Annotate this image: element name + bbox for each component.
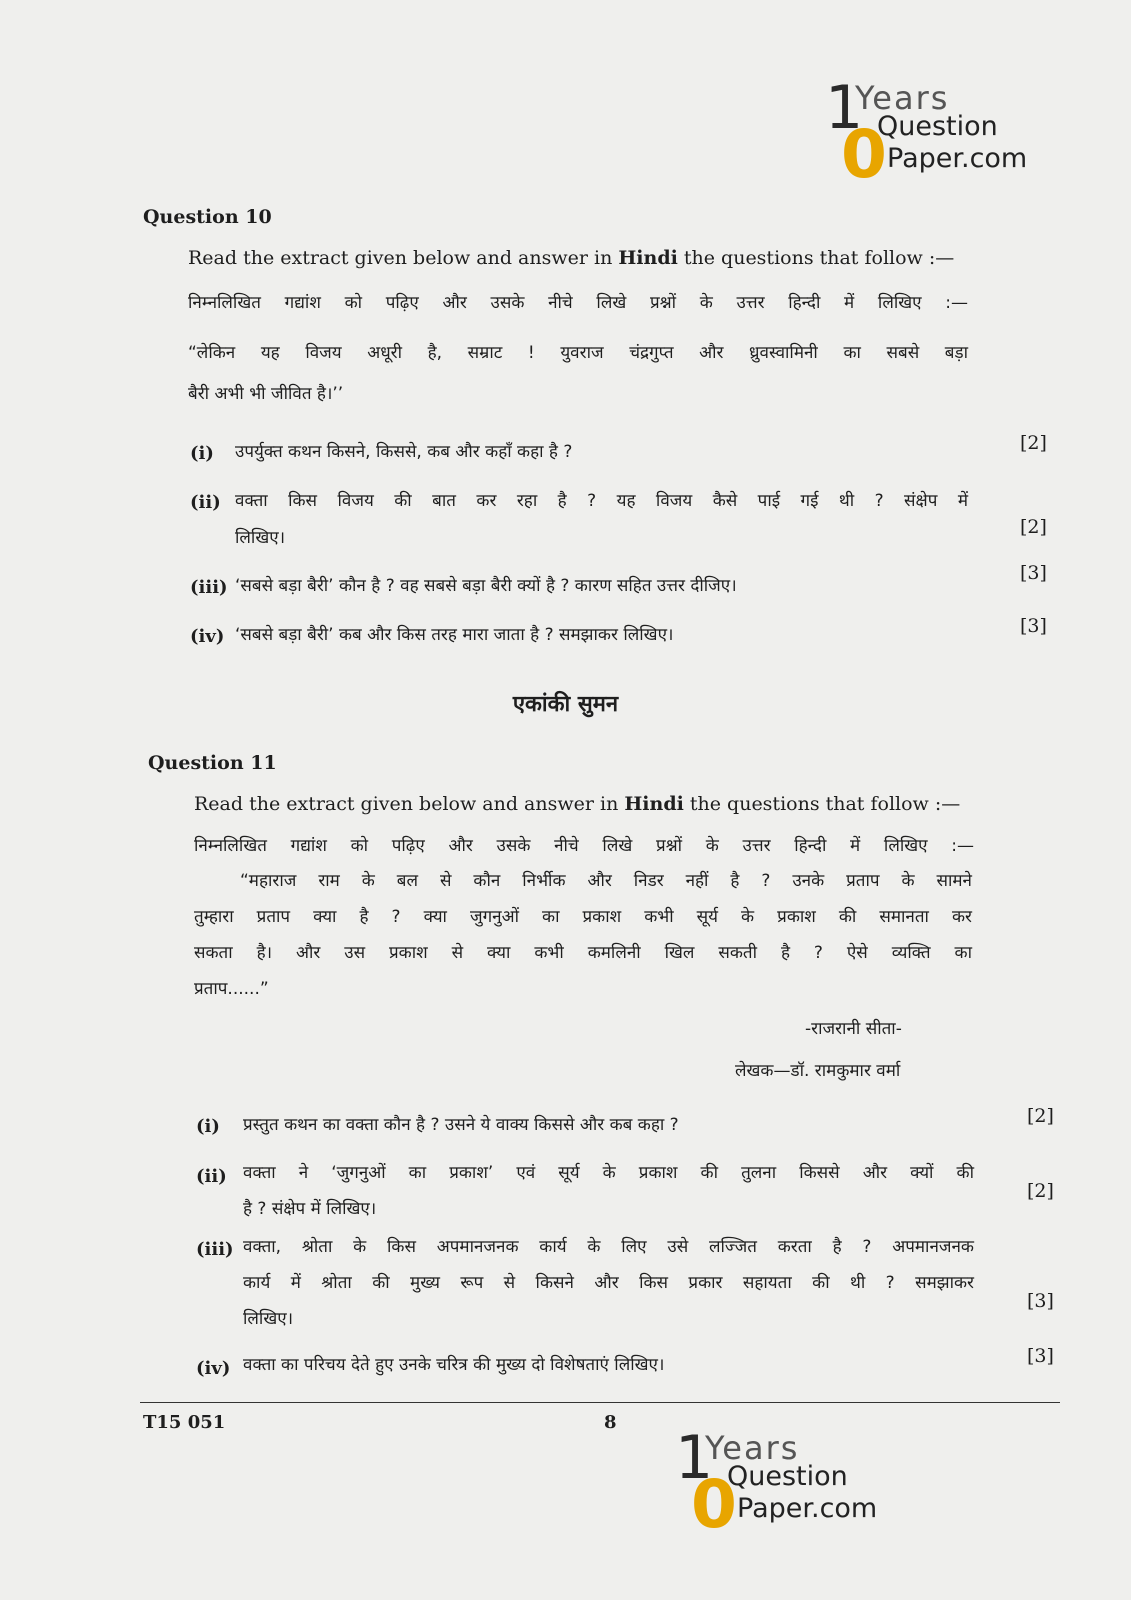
q11-iii-marks: [3] (1027, 1290, 1054, 1312)
question-11-extract-line-1: “महाराज राम के बल से कौन निर्भीक और निडर नहीं है ? उनके प्रताप के सामने (240, 871, 972, 891)
q10-i-number: (i) (190, 443, 214, 464)
question-11-source: -राजरानी सीता- (805, 1019, 902, 1039)
logo-paper-text: Paper.com (737, 1493, 878, 1524)
q10-ii-text-line-2: लिखिए। (235, 528, 286, 548)
q10-iv-text: ‘सबसे बड़ा बैरी’ कब और किस तरह मारा जाता है ? समझाकर लिखिए। (235, 625, 674, 645)
instruction-bold: Hindi (624, 793, 684, 815)
q10-i-marks: [2] (1020, 432, 1047, 454)
q10-ii-number: (ii) (190, 492, 221, 513)
logo-digit-one: 1 (675, 1423, 714, 1493)
question-10-instruction (188, 247, 954, 269)
logo-years-text: Years (705, 1429, 800, 1467)
logo-paper-text: Paper.com (887, 143, 1028, 174)
q11-i-number: (i) (196, 1116, 220, 1137)
question-10-hindi-instruction: निम्नलिखित गद्यांश को पढ़िए और उसके नीचे लिखे प्रश्नों के उत्तर हिन्दी में लिखिए :— (188, 293, 968, 313)
instruction-bold: Hindi (618, 247, 678, 269)
site-logo-bottom (675, 1423, 878, 1543)
question-11-heading: Question 11 (148, 752, 277, 774)
q10-iv-marks: [3] (1020, 615, 1047, 637)
q11-iv-number: (iv) (196, 1358, 231, 1379)
question-10-extract-line-1: “लेकिन यह विजय अधूरी है, सम्राट ! युवराज चंद्रगुप्त और ध्रुवस्वामिनी का सबसे बड़ा (188, 343, 968, 363)
instruction-text-end: the questions that follow :— (683, 793, 961, 815)
q11-iii-text-line-1: वक्ता, श्रोता के किस अपमानजनक कार्य के लिए उसे लज्जित करता है ? अपमानजनक (243, 1237, 974, 1257)
q11-ii-number: (ii) (196, 1166, 227, 1187)
logo-digit-one: 1 (825, 73, 864, 143)
question-11-extract-line-3: सकता है। और उस प्रकाश से क्या कभी कमलिनी खिल सकती है ? ऐसे व्यक्ति का (194, 943, 972, 963)
page-number: 8 (604, 1412, 617, 1433)
q10-iii-text: ‘सबसे बड़ा बैरी’ कौन है ? वह सबसे बड़ा बैरी क्यों है ? कारण सहित उत्तर दीजिए। (235, 576, 737, 596)
q11-iv-marks: [3] (1027, 1345, 1054, 1367)
instruction-text-end: the questions that follow :— (677, 247, 955, 269)
question-10-heading: Question 10 (143, 206, 272, 228)
question-11-extract-line-4: प्रताप......” (194, 979, 269, 999)
question-11-hindi-instruction: निम्नलिखित गद्यांश को पढ़िए और उसके नीचे लिखे प्रश्नों के उत्तर हिन्दी में लिखिए :— (194, 836, 974, 856)
q10-iii-number: (iii) (190, 577, 228, 598)
q11-i-marks: [2] (1027, 1105, 1054, 1127)
question-11-instruction (194, 793, 960, 815)
q11-ii-text-line-2: है ? संक्षेप में लिखिए। (243, 1199, 377, 1219)
logo-digit-zero: 0 (841, 116, 887, 193)
logo-question-text: Question (877, 111, 998, 142)
logo-digit-zero: 0 (691, 1466, 737, 1543)
site-logo-top (825, 73, 1028, 193)
q11-iv-text: वक्ता का परिचय देते हुए उनके चरित्र की मुख्य दो विशेषताएं लिखिए। (243, 1355, 665, 1375)
q10-iv-number: (iv) (190, 626, 225, 647)
q10-i-text: उपर्युक्त कथन किसने, किससे, कब और कहाँ कहा है ? (235, 442, 573, 462)
q11-iii-text-line-2: कार्य में श्रोता की मुख्य रूप से किसने और किस प्रकार सहायता की थी ? समझाकर (243, 1273, 974, 1293)
instruction-text: Read the extract given below and answer in (194, 793, 625, 815)
instruction-text: Read the extract given below and answer in (188, 247, 619, 269)
q11-ii-marks: [2] (1027, 1180, 1054, 1202)
question-11-author: लेखक—डॉ. रामकुमार वर्मा (735, 1061, 901, 1081)
q11-iii-number: (iii) (196, 1239, 234, 1260)
section-title: एकांकी सुमन (512, 692, 619, 717)
question-10-extract-line-2: बैरी अभी भी जीवित है।’’ (188, 384, 344, 404)
logo-question-text: Question (727, 1461, 848, 1492)
q11-iii-text-line-3: लिखिए। (243, 1309, 294, 1329)
logo-years-text: Years (855, 79, 950, 117)
q10-ii-marks: [2] (1020, 516, 1047, 538)
question-11-extract-line-2: तुम्हारा प्रताप क्या है ? क्या जुगनुओं का प्रकाश कभी सूर्य के प्रकाश की समानता कर (194, 907, 972, 927)
paper-code: T15 051 (143, 1412, 226, 1433)
q10-iii-marks: [3] (1020, 562, 1047, 584)
footer-rule (140, 1402, 1060, 1403)
q10-ii-text-line-1: वक्ता किस विजय की बात कर रहा है ? यह विजय कैसे पाई गई थी ? संक्षेप में (235, 491, 968, 511)
q11-i-text: प्रस्तुत कथन का वक्ता कौन है ? उसने ये वाक्य किससे और कब कहा ? (243, 1115, 679, 1135)
q11-ii-text-line-1: वक्ता ने ‘जुगनुओं का प्रकाश’ एवं सूर्य के प्रकाश की तुलना किससे और क्यों की (243, 1163, 974, 1183)
